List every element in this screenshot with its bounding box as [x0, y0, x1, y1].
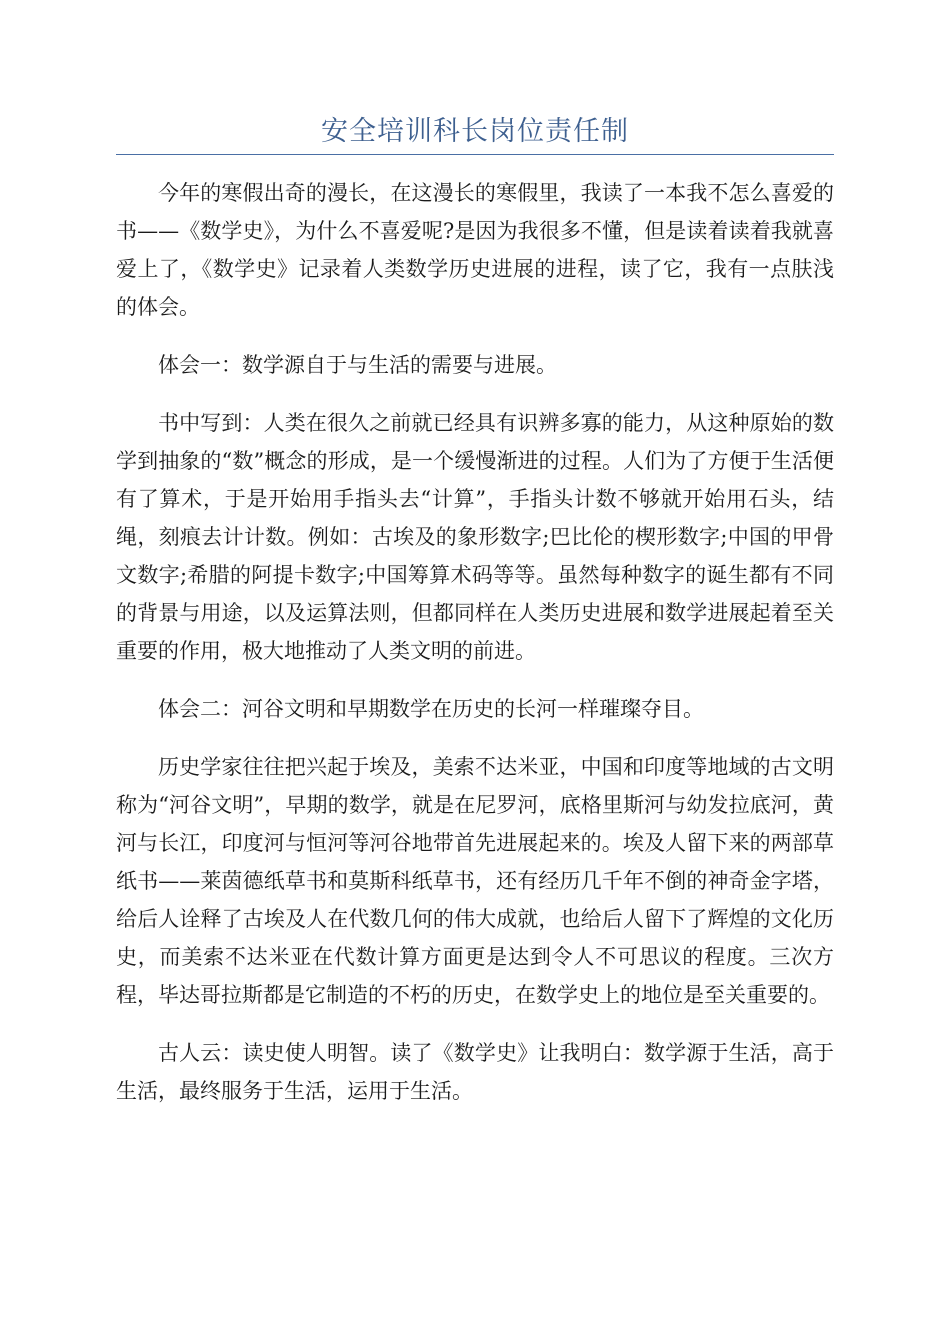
title-underline	[116, 154, 834, 155]
paragraph-insight-two-body: 历史学家往往把兴起于埃及，美索不达米亚，中国和印度等地域的古文明称为“河谷文明”，早期的数学，就是在尼罗河，底格里斯河与幼发拉底河，黄河与长江，印度河与恒河等河谷地带首先进展起来的。埃及人留下来的两部草纸书——莱茵德纸草书和莫斯科纸草书，还有经历几千年不倒的神奇金字塔，给后人诠释了古埃及人在代数几何的伟大成就，也给后人留下了辉煌的文化历史，而美索不达米亚在代数计算方面更是达到令人不可思议的程度。三次方程，毕达哥拉斯都是它制造的不朽的历史，在数学史上的地位是至关重要的。	[116, 755, 834, 1007]
document-title: 安全培训科长岗位责任制	[321, 116, 629, 147]
paragraph-intro: 今年的寒假出奇的漫长，在这漫长的寒假里，我读了一本我不怎么喜爱的书——《数学史》，为什么不喜爱呢?是因为我很多不懂，但是读着读着我就喜爱上了，《数学史》记录着人类数学历史进展的进程，读了它，我有一点肤浅的体会。	[116, 181, 834, 319]
paragraph-insight-one-heading: 体会一：数学源自于与生活的需要与进展。	[158, 353, 557, 377]
paragraph-insight-two-heading: 体会二：河谷文明和早期数学在历史的长河一样璀璨夺目。	[158, 697, 704, 721]
document-body	[116, 174, 834, 1130]
paragraph-insight-one-body: 书中写到：人类在很久之前就已经具有识辨多寡的能力，从这种原始的数学到抽象的“数”概念的形成，是一个缓慢渐进的过程。人们为了方便于生活便有了算术，于是开始用手指头去“计算”，手指头计数不够就开始用石头，结绳，刻痕去计计数。例如：古埃及的象形数字;巴比伦的楔形数字;中国的甲骨文数字;希腊的阿提卡数字;中国筹算术码等等。虽然每种数字的诞生都有不同的背景与用途，以及运算法则，但都同样在人类历史进展和数学进展起着至关重要的作用，极大地推动了人类文明的前进。	[116, 411, 834, 663]
paragraph-conclusion: 古人云：读史使人明智。读了《数学史》让我明白：数学源于生活，高于生活，最终服务于生活，运用于生活。	[116, 1041, 834, 1103]
